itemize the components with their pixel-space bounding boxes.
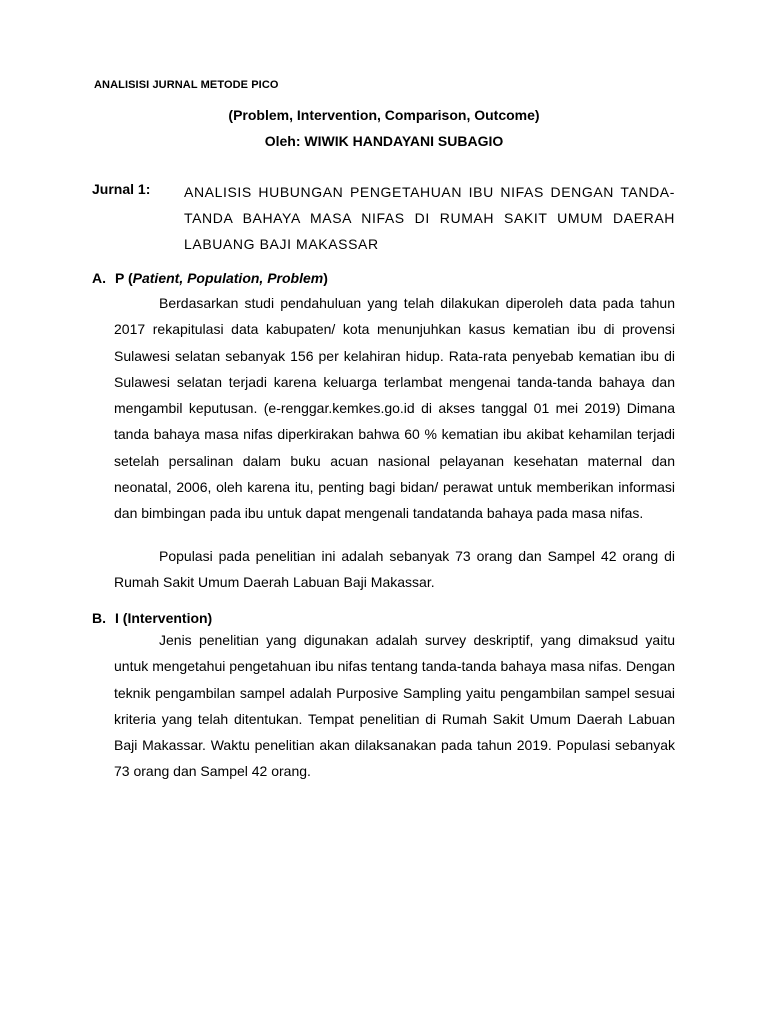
- section-a-letter: A.: [92, 270, 106, 286]
- section-a-paragraph-2: Populasi pada penelitian ini adalah sebanyak 73 orang dan Sampel 42 orang di Rumah Sakit Umum Daerah Labuan Baji Makassar.: [114, 548, 675, 591]
- section-a-heading-suffix: ): [323, 270, 328, 286]
- journal-label: Jurnal 1:: [92, 181, 151, 197]
- journal-title: ANALISIS HUBUNGAN PENGETAHUAN IBU NIFAS DENGAN TANDA-TANDA BAHAYA MASA NIFAS DI RUMAH SAKIT UMUM DAERAH LABUANG BAJI MAKASSAR: [184, 184, 675, 252]
- section-a-paragraph-1: Berdasarkan studi pendahuluan yang telah dilakukan diperoleh data pada tahun 2017 rekapitulasi data kabupaten/ kota menunjuhkan kasus kematian ibu di provensi Sulawesi selatan sebanyak 156 per kelahiran hidup. Rata-rata penyebab kematian ibu di Sulawesi selatan terjadi karena keluarga terlambat mengenai tanda-tanda bahaya dan mengambil keputusan. (e-renggar.kemkes.go.id di akses tanggal 01 mei 2019) Dimana tanda bahaya masa nifas diperkirakan bahwa 60 % kematian ibu akibat kehamilan terjadi setelah persalinan dalam buku acuan nasional pelayanan kesehatan maternal dan neonatal, 2006, oleh karena itu, penting bagi bidan/ perawat untuk memberikan informasi dan bimbingan pada ibu untuk dapat mengenali tandatanda bahaya pada masa nifas.: [114, 295, 675, 522]
- document-author: Oleh: WIWIK HANDAYANI SUBAGIO: [264, 133, 504, 149]
- document-subtitle: (Problem, Intervention, Comparison, Outcome): [228, 107, 540, 123]
- section-b-heading-text: I (Intervention): [115, 610, 213, 626]
- section-a-heading: [92, 270, 328, 286]
- section-b-letter: B.: [92, 610, 106, 626]
- section-a-heading-prefix: P (: [115, 270, 133, 286]
- section-b-paragraph-1: Jenis penelitian yang digunakan adalah survey deskriptif, yang dimaksud yaitu untuk mengetahui pengetahuan ibu nifas tentang tanda-tanda bahaya masa nifas. Dengan teknik pengambilan sampel adalah Purposive Sampling yaitu pengambilan sampel sesuai kriteria yang telah ditentukan. Tempat penelitian di Rumah Sakit Umum Daerah Labuan Baji Makassar. Waktu penelitian akan dilaksanakan pada tahun 2019. Populasi sebanyak 73 orang dan Sampel 42 orang.: [114, 632, 675, 780]
- document-header-label: ANALISISI JURNAL METODE PICO: [94, 79, 279, 91]
- section-a-heading-italic: Patient, Population, Problem: [132, 270, 324, 286]
- section-b-heading: [92, 610, 212, 626]
